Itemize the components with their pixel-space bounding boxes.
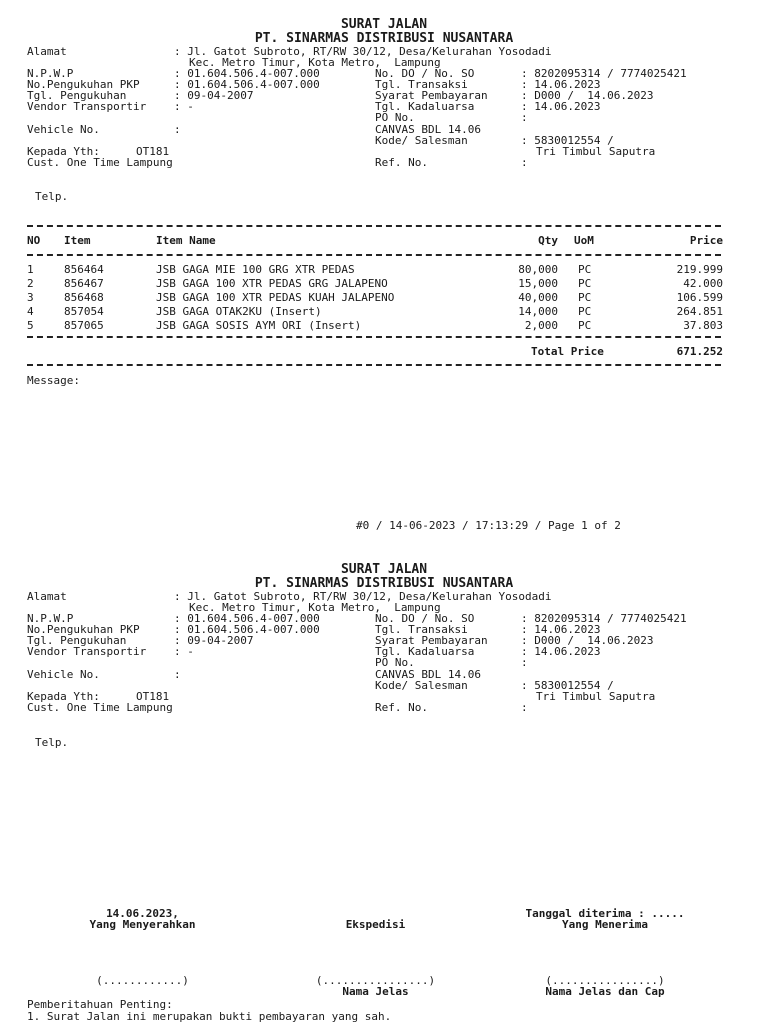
cell-item-name: JSB GAGA SOSIS AYM ORI (Insert) [156,319,362,332]
vehicle-value: : [174,668,181,681]
cell-uom: PC [578,291,592,304]
cell-item-name: JSB GAGA 100 XTR PEDAS KUAH JALAPENO [156,291,395,304]
cell-item: 856464 [64,263,104,276]
vehicle-label: Vehicle No. [27,123,100,136]
tgl-transaksi-label: Tgl. Transaksi [375,78,468,91]
col-header-no: NO [27,234,41,247]
cell-price: 264.851 [676,305,723,318]
pkp-value: : 01.604.506.4-007.000 [174,623,320,636]
message-label: Message: [27,374,80,387]
kode-label: Kode/ Salesman [375,134,468,147]
divider [27,364,721,366]
alamat-line1: : Jl. Gatot Subroto, RT/RW 30/12, Desa/Kelurahan Yosodadi [174,590,552,603]
customer-name: Cust. One Time Lampung [27,701,173,714]
cell-price: 37.803 [683,319,723,332]
col-header-item-name: Item Name [156,234,216,247]
po-label: PO No. [375,111,415,124]
doc-title: SURAT JALAN [340,17,428,32]
signature-middle-blank: (................) [315,974,436,987]
npwp-label: N.P.W.P [27,612,74,625]
alamat-line2: Kec. Metro Timur, Kota Metro, Lampung [189,56,441,69]
divider [27,336,721,338]
kadaluarsa-label: Tgl. Kadaluarsa [375,100,475,113]
cell-price: 219.999 [676,263,723,276]
kadaluarsa-value: : 14.06.2023 [521,645,601,658]
syarat-value: : D000 / 14.06.2023 [521,89,654,102]
do-label: No. DO / No. SO [375,612,475,625]
cell-item-name: JSB GAGA OTAK2KU (Insert) [156,305,322,318]
salesman-name: Tri Timbul Saputra [536,145,656,158]
cell-price: 42.000 [683,277,723,290]
tgl-transaksi-value: : 14.06.2023 [521,623,601,636]
npwp-value: : 01.604.506.4-007.000 [174,67,320,80]
signature-left-date: 14.06.2023, [106,907,179,920]
cell-uom: PC [578,305,592,318]
total-price-value: 671.252 [676,345,723,358]
kode-value: : 5830012554 / [521,679,614,692]
tgl-pengukuhan-label: Tgl. Pengukuhan [27,634,127,647]
syarat-label: Syarat Pembayaran [375,89,488,102]
cell-uom: PC [578,277,592,290]
do-label: No. DO / No. SO [375,67,475,80]
po-value: : [521,656,528,669]
total-price-label: Total Price [531,345,604,358]
tgl-transaksi-value: : 14.06.2023 [521,78,601,91]
do-value: : 8202095314 / 7774025421 [521,612,687,625]
customer-name: Cust. One Time Lampung [27,156,173,169]
vendor-value: : - [174,100,194,113]
signature-middle-role: Ekspedisi [345,918,406,931]
col-header-uom: UoM [574,234,594,247]
company-name: PT. SINARMAS DISTRIBUSI NUSANTARA [254,576,514,591]
cell-qty: 80,000 [518,263,558,276]
alamat-line2: Kec. Metro Timur, Kota Metro, Lampung [189,601,441,614]
po-value: : [521,111,528,124]
signature-left-role: Yang Menyerahkan [89,918,196,931]
signature-left-blank: (............) [96,974,189,987]
npwp-label: N.P.W.P [27,67,74,80]
cell-no: 3 [27,291,34,304]
cell-no: 1 [27,263,34,276]
vendor-value: : - [174,645,194,658]
tgl-pengukuhan-value: : 09-04-2007 [174,89,254,102]
alamat-label: Alamat [27,45,67,58]
cell-price: 106.599 [676,291,723,304]
alamat-label: Alamat [27,590,67,603]
pkp-label: No.Pengukuhan PKP [27,623,140,636]
signature-middle-name: Nama Jelas [342,985,409,998]
vendor-label: Vendor Transportir [27,100,147,113]
cell-item: 857054 [64,305,104,318]
signature-right-name: Nama Jelas dan Cap [545,985,665,998]
ref-label: Ref. No. [375,156,428,169]
cell-uom: PC [578,319,592,332]
doc-title: SURAT JALAN [340,562,428,577]
cell-no: 2 [27,277,34,290]
ref-value: : [521,701,528,714]
col-header-item: Item [64,234,91,247]
vendor-label: Vendor Transportir [27,645,147,658]
ref-value: : [521,156,528,169]
vehicle-value: : [174,123,181,136]
alamat-line1: : Jl. Gatot Subroto, RT/RW 30/12, Desa/Kelurahan Yosodadi [174,45,552,58]
cell-qty: 2,000 [524,319,558,332]
signature-right-role: Yang Menerima [561,918,649,931]
cell-no: 5 [27,319,34,332]
cell-item: 856467 [64,277,104,290]
cell-qty: 40,000 [518,291,558,304]
cell-uom: PC [578,263,592,276]
salesman-name: Tri Timbul Saputra [536,690,656,703]
col-header-qty: Qty [538,234,558,247]
cell-no: 4 [27,305,34,318]
kepada-label: Kepada Yth: [27,145,100,158]
cell-item: 857065 [64,319,104,332]
kepada-label: Kepada Yth: [27,690,100,703]
syarat-value: : D000 / 14.06.2023 [521,634,654,647]
signature-right-blank: (................) [545,974,665,987]
kode-label: Kode/ Salesman [375,679,468,692]
page-footer: #0 / 14-06-2023 / 17:13:29 / Page 1 of 2 [356,519,621,532]
pkp-value: : 01.604.506.4-007.000 [174,78,320,91]
tgl-transaksi-label: Tgl. Transaksi [375,623,468,636]
kadaluarsa-value: : 14.06.2023 [521,100,601,113]
divider [27,225,721,227]
notice-line1: 1. Surat Jalan ini merupakan bukti pembayaran yang sah. [27,1010,392,1023]
tgl-pengukuhan-value: : 09-04-2007 [174,634,254,647]
syarat-label: Syarat Pembayaran [375,634,488,647]
tgl-pengukuhan-label: Tgl. Pengukuhan [27,89,127,102]
vehicle-label: Vehicle No. [27,668,100,681]
cell-qty: 14,000 [518,305,558,318]
ref-label: Ref. No. [375,701,428,714]
divider [27,254,721,256]
cell-item-name: JSB GAGA 100 XTR PEDAS GRG JALAPENO [156,277,388,290]
canvas-label: CANVAS BDL 14.06 [375,668,481,681]
do-value: : 8202095314 / 7774025421 [521,67,687,80]
telp-label: Telp. [35,190,69,203]
kepada-value: OT181 [136,145,170,158]
kepada-value: OT181 [136,690,170,703]
canvas-label: CANVAS BDL 14.06 [375,123,481,136]
notice-title: Pemberitahuan Penting: [27,998,173,1011]
telp-label: Telp. [35,736,69,749]
company-name: PT. SINARMAS DISTRIBUSI NUSANTARA [254,31,514,46]
cell-qty: 15,000 [518,277,558,290]
col-header-price: Price [689,234,723,247]
signature-right-date: Tanggal diterima : ..... [525,907,685,920]
cell-item: 856468 [64,291,104,304]
kadaluarsa-label: Tgl. Kadaluarsa [375,645,475,658]
pkp-label: No.Pengukuhan PKP [27,78,140,91]
cell-item-name: JSB GAGA MIE 100 GRG XTR PEDAS [156,263,355,276]
npwp-value: : 01.604.506.4-007.000 [174,612,320,625]
po-label: PO No. [375,656,415,669]
kode-value: : 5830012554 / [521,134,614,147]
